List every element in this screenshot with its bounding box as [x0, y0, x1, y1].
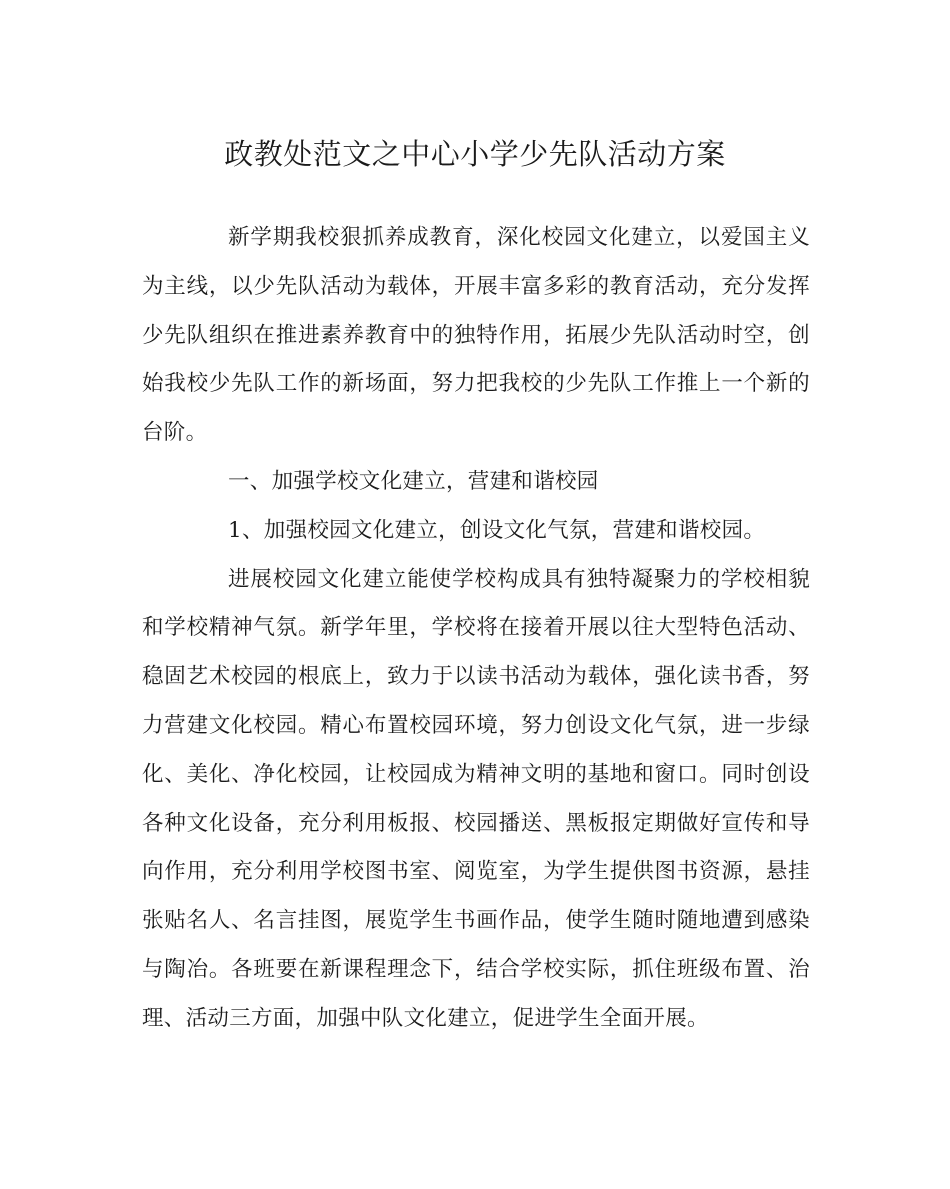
document-title: 政教处范文之中心小学少先队活动方案 — [224, 137, 726, 171]
paragraph-intro: 新学期我校狠抓养成教育，深化校园文化建立，以爱国主义为主线，以少先队活动为载体，开展丰富多彩的教育活动，充分发挥少先队组织在推进素养教育中的独特作用，拓展少先队活动时空，创始我校少先队工作的新场面，努力把我校的少先队工作推上一个新的台阶。 — [142, 225, 810, 446]
section-heading-1: 一、加强学校文化建立，营建和谐校园 — [228, 468, 599, 494]
document-body — [142, 214, 810, 1044]
paragraph-campus-culture: 进展校园文化建立能使学校构成具有独特凝聚力的学校相貌和学校精神气氛。新学年里，学校将在接着开展以往大型特色活动、稳固艺术校园的根底上，致力于以读书活动为载体，强化读书香，努力营建文化校园。精心布置校园环境，努力创设文化气氛，进一步绿化、美化、净化校园，让校园成为精神文明的基地和窗口。同时创设各种文化设备，充分利用板报、校园播送、黑板报定期做好宣传和导向作用，充分利用学校图书室、阅览室，为学生提供图书资源，悬挂张贴名人、名言挂图，展览学生书画作品，使学生随时随地遭到感染与陶冶。各班要在新课程理念下，结合学校实际，抓住班级布置、治理、活动三方面，加强中队文化建立，促进学生全面开展。 — [142, 566, 810, 1031]
subsection-heading-1-1: 1、加强校园文化建立，创设文化气氛，营建和谐校园。 — [228, 517, 766, 543]
